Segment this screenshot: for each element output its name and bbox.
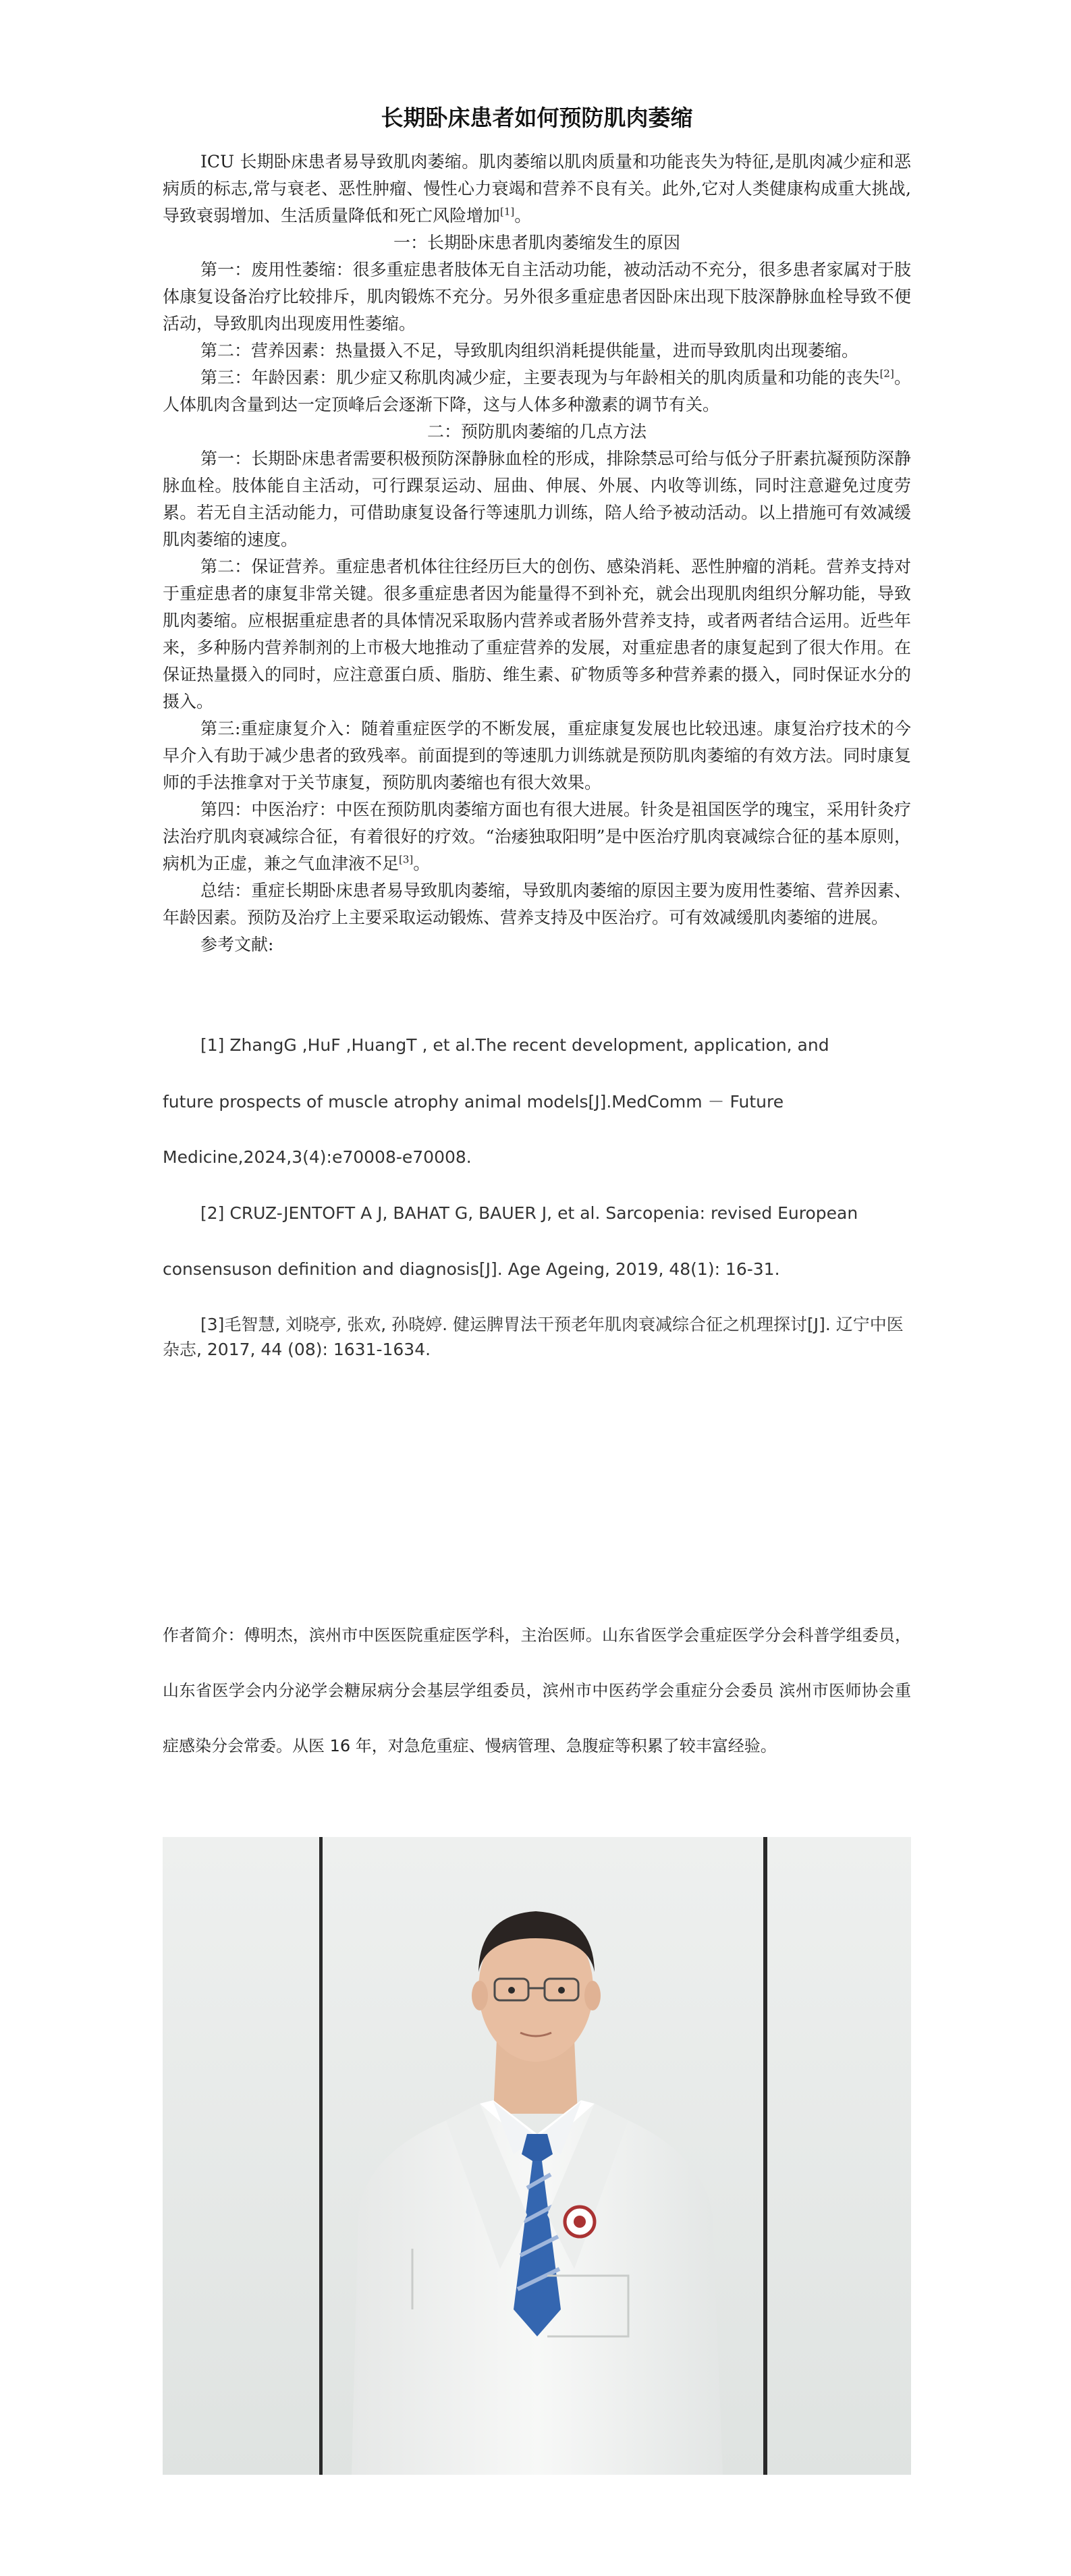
section-1-paragraph-3 xyxy=(163,364,911,418)
s1-p3-text: 第三：年龄因素：肌少症又称肌肉减少症，主要表现为与年龄相关的肌肉质量和功能的丧失 xyxy=(200,368,880,387)
references-heading: 参考文献: xyxy=(200,935,274,954)
section-2-paragraph-4 xyxy=(163,796,911,877)
author-photo xyxy=(163,1837,911,2475)
reference-2-line-2: consensuson definition and diagnosis[J]. Age Ageing, 2019, 48(1): 16-31. xyxy=(163,1259,780,1279)
citation-1[interactable]: [1] xyxy=(500,205,515,218)
s1-p3-text-end: 。人体肌肉含量到达一定顶峰后会逐渐下降，这与人体多种激素的调节有关。 xyxy=(163,368,911,414)
summary-paragraph: 总结：重症长期卧床患者易导致肌肉萎缩，导致肌肉萎缩的原因主要为废用性萎缩、营养因素、年龄因素。预防及治疗上主要采取运动锻炼、营养支持及中医治疗。可有效减缓肌肉萎缩的进展。 xyxy=(163,881,911,927)
section-1-paragraph-2: 第二：营养因素：热量摄入不足，导致肌肉组织消耗提供能量，进而导致肌肉出现萎缩。 xyxy=(200,341,859,360)
reference-1-line-2: future prospects of muscle atrophy animal models[J].MedComm － Future xyxy=(163,1092,784,1112)
reference-3: [3]毛智慧, 刘晓亭, 张欢, 孙晓婷. 健运脾胃法干预老年肌肉衰减综合征之机理探讨[J]. 辽宁中医杂志, 2017, 44 (08): 1631-1634. xyxy=(163,1315,904,1359)
section-2-paragraph-1: 第一：长期卧床患者需要积极预防深静脉血栓的形成，排除禁忌可给与低分子肝素抗凝预防深静脉血栓。肢体能自主活动，可行踝泵运动、屈曲、伸展、外展、内收等训练，同时注意避免过度劳累。若无自主活动能力，可借助康复设备行等速肌力训练，陪人给予被动活动。以上措施可有效减缓肌肉萎缩的速度。 xyxy=(163,449,911,549)
s2-p4-text: 第四：中医治疗：中医在预防肌肉萎缩方面也有很大进展。针灸是祖国医学的瑰宝，采用针灸疗法治疗肌肉衰减综合征，有着很好的疗效。“治痿独取阳明”是中医治疗肌肉衰减综合征的基本原则，病机为正虚，兼之气血津液不足 xyxy=(163,800,911,873)
author-bio: 作者简介：傅明杰，滨州市中医医院重症医学科，主治医师。山东省医学会重症医学分会科普学组委员，山东省医学会内分泌学会糖尿病分会基层学组委员，滨州市中医药学会重症分会委员 滨州市医师协会重症感染分会常委。从医 16 年，对急危重症、慢病管理、急腹症等积累了较丰富经验。 xyxy=(163,1626,911,1755)
doctor-portrait-image xyxy=(163,1837,911,2475)
reference-2-line-1: [2] CRUZ-JENTOFT A J, BAHAT G, BAUER J, et al. Sarcopenia: revised European xyxy=(200,1203,858,1223)
section-1-heading: 一：长期卧床患者肌肉萎缩发生的原因 xyxy=(393,233,680,252)
citation-3[interactable]: [3] xyxy=(399,853,414,866)
reference-1-line-1: [1] ZhangG ,HuF ,HuangT , et al.The recent development, application, and xyxy=(200,1035,829,1055)
intro-text: ICU 长期卧床患者易导致肌肉萎缩。肌肉萎缩以肌肉质量和功能丧失为特征,是肌肉减少症和恶病质的标志,常与衰老、恶性肿瘤、慢性心力衰竭和营养不良有关。此外,它对人类健康构成重大挑战,导致衰弱增加、生活质量降低和死亡风险增加 xyxy=(163,152,911,225)
section-2-paragraph-2: 第二：保证营养。重症患者机体往往经历巨大的创伤、感染消耗、恶性肿瘤的消耗。营养支持对于重症患者的康复非常关键。很多重症患者因为能量得不到补充，就会出现肌肉组织分解功能，导致肌肉萎缩。应根据重症患者的具体情况采取肠内营养或者肠外营养支持，或者两者结合运用。近些年来，多种肠内营养制剂的上市极大地推动了重症营养的发展，对重症患者的康复起到了很大作用。在保证热量摄入的同时，应注意蛋白质、脂肪、维生素、矿物质等多种营养素的摄入，同时保证水分的摄入。 xyxy=(163,557,911,711)
section-1-paragraph-1: 第一：废用性萎缩：很多重症患者肢体无自主活动功能，被动活动不充分，很多患者家属对于肢体康复设备治疗比较排斥，肌肉锻炼不充分。另外很多重症患者因卧床出现下肢深静脉血栓导致不便活动，导致肌肉出现废用性萎缩。 xyxy=(163,260,911,333)
article-title: 长期卧床患者如何预防肌肉萎缩 xyxy=(381,105,693,131)
intro-end: 。 xyxy=(514,206,532,225)
reference-1-line-3: Medicine,2024,3(4):e70008-e70008. xyxy=(163,1147,472,1167)
section-2-paragraph-3: 第三:重症康复介入：随着重症医学的不断发展，重症康复发展也比较迅速。康复治疗技术的今早介入有助于减少患者的致残率。前面提到的等速肌力训练就是预防肌肉萎缩的有效方法。同时康复师的手法推拿对于关节康复，预防肌肉萎缩也有很大效果。 xyxy=(163,719,911,792)
s2-p4-text-end: 。 xyxy=(413,854,431,873)
intro-paragraph xyxy=(163,148,911,229)
citation-2[interactable]: [2] xyxy=(879,367,894,380)
section-2-heading: 二：预防肌肉萎缩的几点方法 xyxy=(427,422,647,441)
article-body xyxy=(163,101,911,958)
